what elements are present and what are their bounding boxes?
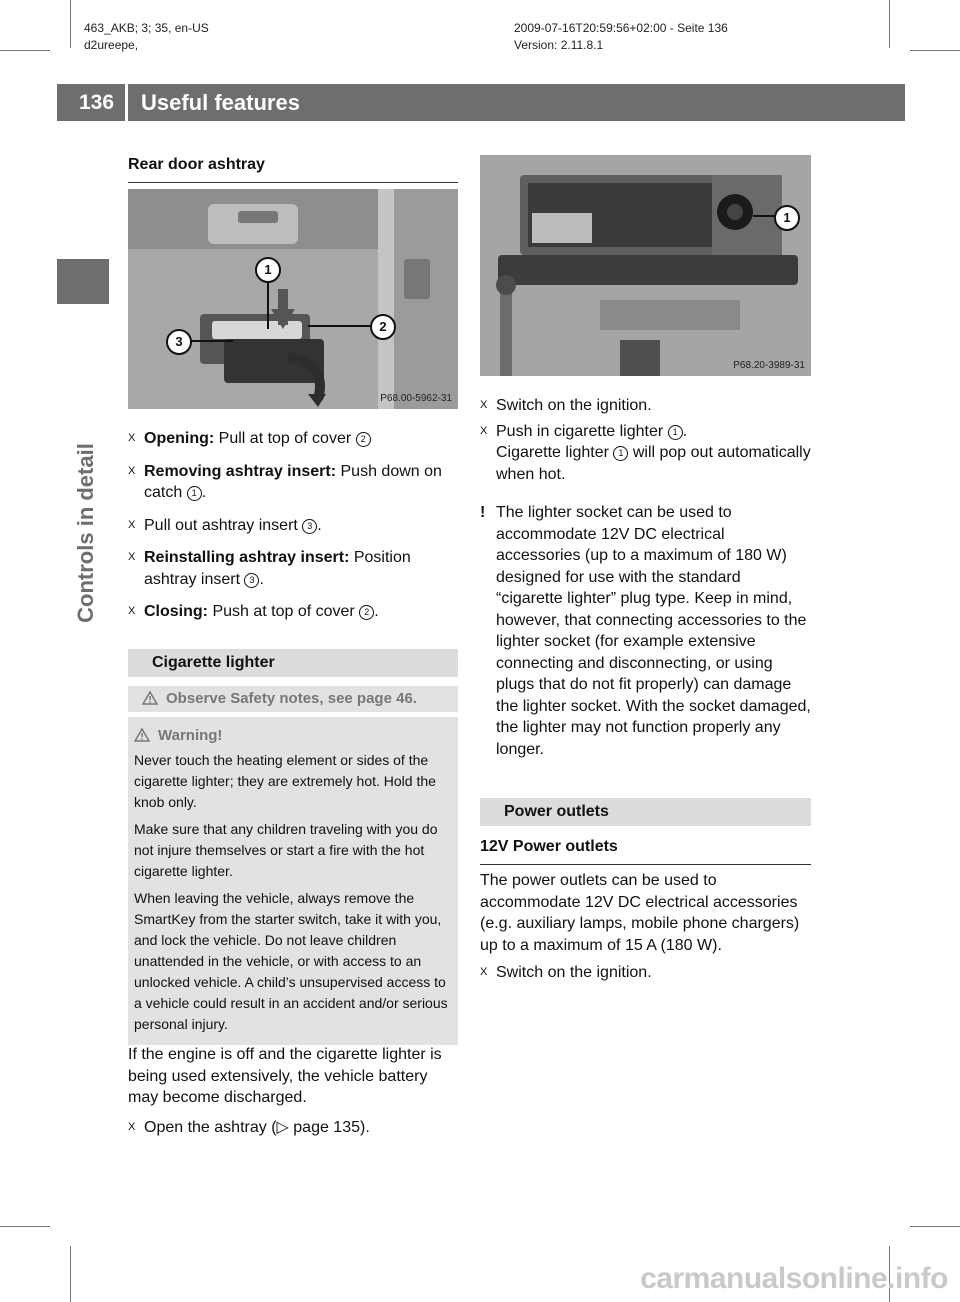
ashtray-steps	[128, 428, 458, 623]
warning-title	[134, 725, 450, 746]
page-reference-link[interactable]: ▷ page 135).	[276, 1119, 370, 1136]
section-heading: Power outlets	[480, 798, 811, 826]
section-title: Rear door ashtray	[128, 154, 458, 183]
step-text: Pull out ashtray insert	[144, 516, 303, 534]
note-text: The lighter socket can be used to accommodate 12V DC electrical accessories (up to a maximum of 180 W) designed for use with the standard “cigarette lighter” plug type. Keep in mind, however, that connecting accessories to the lighter socket (for example extensive connecting and disconnecting, or using plugs that do not fit properly) can damage the lighter socket. With the socket damaged, the lighter may not function properly any longer.	[496, 504, 811, 758]
step-item	[480, 395, 811, 417]
sidebar-section-title: Controls in detail	[73, 443, 98, 623]
step-bold: Opening:	[144, 430, 215, 447]
step-item	[480, 421, 811, 486]
crop-mark	[0, 50, 50, 51]
step-arrow-icon: X	[128, 464, 136, 477]
step-bold: Reinstalling ashtray insert:	[144, 549, 350, 566]
callout-3: 3	[166, 329, 192, 355]
warning-paragraph: Never touch the heating element or sides of the cigarette lighter; they are extremely hot. Hold the knob only.	[134, 752, 436, 810]
step-end: .	[259, 570, 264, 588]
lighter-photo	[480, 155, 811, 376]
warning-title-text: Warning!	[158, 727, 223, 744]
safety-note-text: Observe Safety notes, see page 46.	[166, 690, 417, 707]
header-separator	[125, 54, 128, 121]
lighter-steps	[480, 395, 811, 485]
callout-1: 1	[774, 205, 800, 231]
ashtray-photo	[128, 189, 458, 409]
outlets-step	[480, 962, 811, 984]
step-text: Push down on catch	[144, 462, 442, 501]
step-text: Switch on the ignition.	[496, 964, 652, 981]
section-heading: Cigarette lighter	[128, 649, 458, 677]
outlets-subtitle-block	[480, 836, 811, 865]
step-text: Push in cigarette lighter	[496, 422, 668, 440]
callout-ref: 3	[302, 519, 317, 534]
step-item	[128, 428, 458, 450]
crop-mark	[910, 1226, 960, 1227]
step-arrow-icon: X	[480, 424, 488, 437]
body-text: If the engine is off and the cigarette lighter is being used extensively, the vehicle battery may become discharged.	[128, 1046, 442, 1106]
callout-ref: 2	[356, 432, 371, 447]
callout-ref: 1	[187, 486, 202, 501]
safety-note	[128, 686, 458, 712]
lighter-note	[480, 502, 811, 760]
step-arrow-icon: X	[128, 518, 136, 531]
step-text: will pop out automatically when hot.	[496, 444, 811, 483]
crop-mark	[0, 1226, 50, 1227]
warning-triangle-icon	[134, 728, 150, 742]
callout-1: 1	[255, 257, 281, 283]
cigarette-lighter-section	[128, 649, 458, 677]
watermark-logo: carmanualsonline.info	[640, 1262, 948, 1295]
page-number: 136	[79, 91, 115, 114]
step-text: Push at top of cover	[208, 603, 360, 620]
note-item	[480, 502, 811, 760]
step-arrow-icon: X	[480, 399, 488, 411]
step-item	[480, 962, 811, 984]
section-title: 12V Power outlets	[480, 836, 811, 865]
doc-meta-right-1: 2009-07-16T20:59:56+02:00 - Seite 136	[514, 21, 728, 35]
warning-paragraph: Make sure that any children traveling with you do not injure themselves or start a fire with the hot cigarette lighter.	[134, 821, 438, 879]
doc-meta-left-2: d2ureepe,	[84, 38, 139, 52]
page-title: Useful features	[141, 90, 300, 115]
power-outlets-section	[480, 798, 811, 826]
photo-code: P68.00-5962-31	[380, 393, 452, 404]
warning-box	[128, 717, 458, 1045]
lighter-illustration	[480, 155, 811, 376]
exclamation-icon: !	[480, 504, 486, 521]
callout-2: 2	[370, 314, 396, 340]
warning-panel	[128, 717, 458, 1045]
step-text: Position ashtray insert	[144, 549, 411, 588]
doc-meta-left-1: 463_AKB; 3; 35, en-US	[84, 21, 209, 35]
ashtray-illustration	[128, 189, 458, 409]
crop-mark	[910, 50, 960, 51]
crop-mark	[70, 0, 71, 48]
step-text: Open the ashtray (	[144, 1119, 277, 1136]
step-text: Switch on the ignition.	[496, 397, 652, 414]
ashtray-title-block	[128, 154, 458, 183]
warning-paragraph: When leaving the vehicle, always remove the SmartKey from the starter switch, take it with you, and lock the vehicle. Do not leave children unattended in the vehicle, or with access to an unlocked vehicle. A child’s unsupervised access to a vehicle could result in an accident and/or serious personal injury.	[134, 890, 448, 1032]
step-item	[128, 515, 458, 537]
step-item	[128, 547, 458, 590]
body-text: The power outlets can be used to accommodate 12V DC electrical accessories (e.g. auxiliary lamps, mobile phone chargers) up to a maximum of 15 A (180 W).	[480, 872, 800, 954]
step-text: Cigarette lighter	[496, 444, 614, 461]
header-bar	[57, 84, 905, 121]
callout-ref: 2	[359, 605, 374, 620]
step-arrow-icon: X	[128, 605, 136, 617]
step-arrow-icon: X	[128, 432, 136, 444]
step-end: .	[201, 484, 207, 501]
callout-ref: 1	[613, 446, 628, 461]
callout-ref: 1	[668, 425, 683, 440]
crop-mark	[70, 1246, 71, 1302]
step-end: .	[682, 422, 688, 440]
step-bold: Removing ashtray insert:	[144, 462, 337, 480]
sidebar-tab	[57, 259, 109, 304]
outlets-paragraph	[480, 870, 811, 956]
doc-meta-right-2: Version: 2.11.8.1	[514, 38, 604, 52]
step-item	[128, 601, 458, 623]
step-arrow-icon: X	[128, 1121, 136, 1133]
step-arrow-icon: X	[128, 551, 136, 563]
engine-paragraph	[128, 1044, 458, 1109]
safety-note-bar	[128, 686, 458, 712]
callout-ref: 3	[244, 573, 259, 588]
step-bold: Closing:	[144, 603, 208, 620]
crop-mark	[889, 0, 890, 48]
step-item	[128, 1117, 458, 1139]
step-text: Pull at top of cover	[214, 430, 356, 447]
step-arrow-icon: X	[480, 966, 488, 978]
step-end: .	[374, 603, 379, 620]
warning-triangle-icon	[142, 691, 158, 705]
step-end: .	[317, 516, 322, 534]
open-ashtray-step	[128, 1117, 458, 1139]
photo-code: P68.20-3989-31	[733, 360, 805, 371]
step-item	[128, 461, 458, 504]
